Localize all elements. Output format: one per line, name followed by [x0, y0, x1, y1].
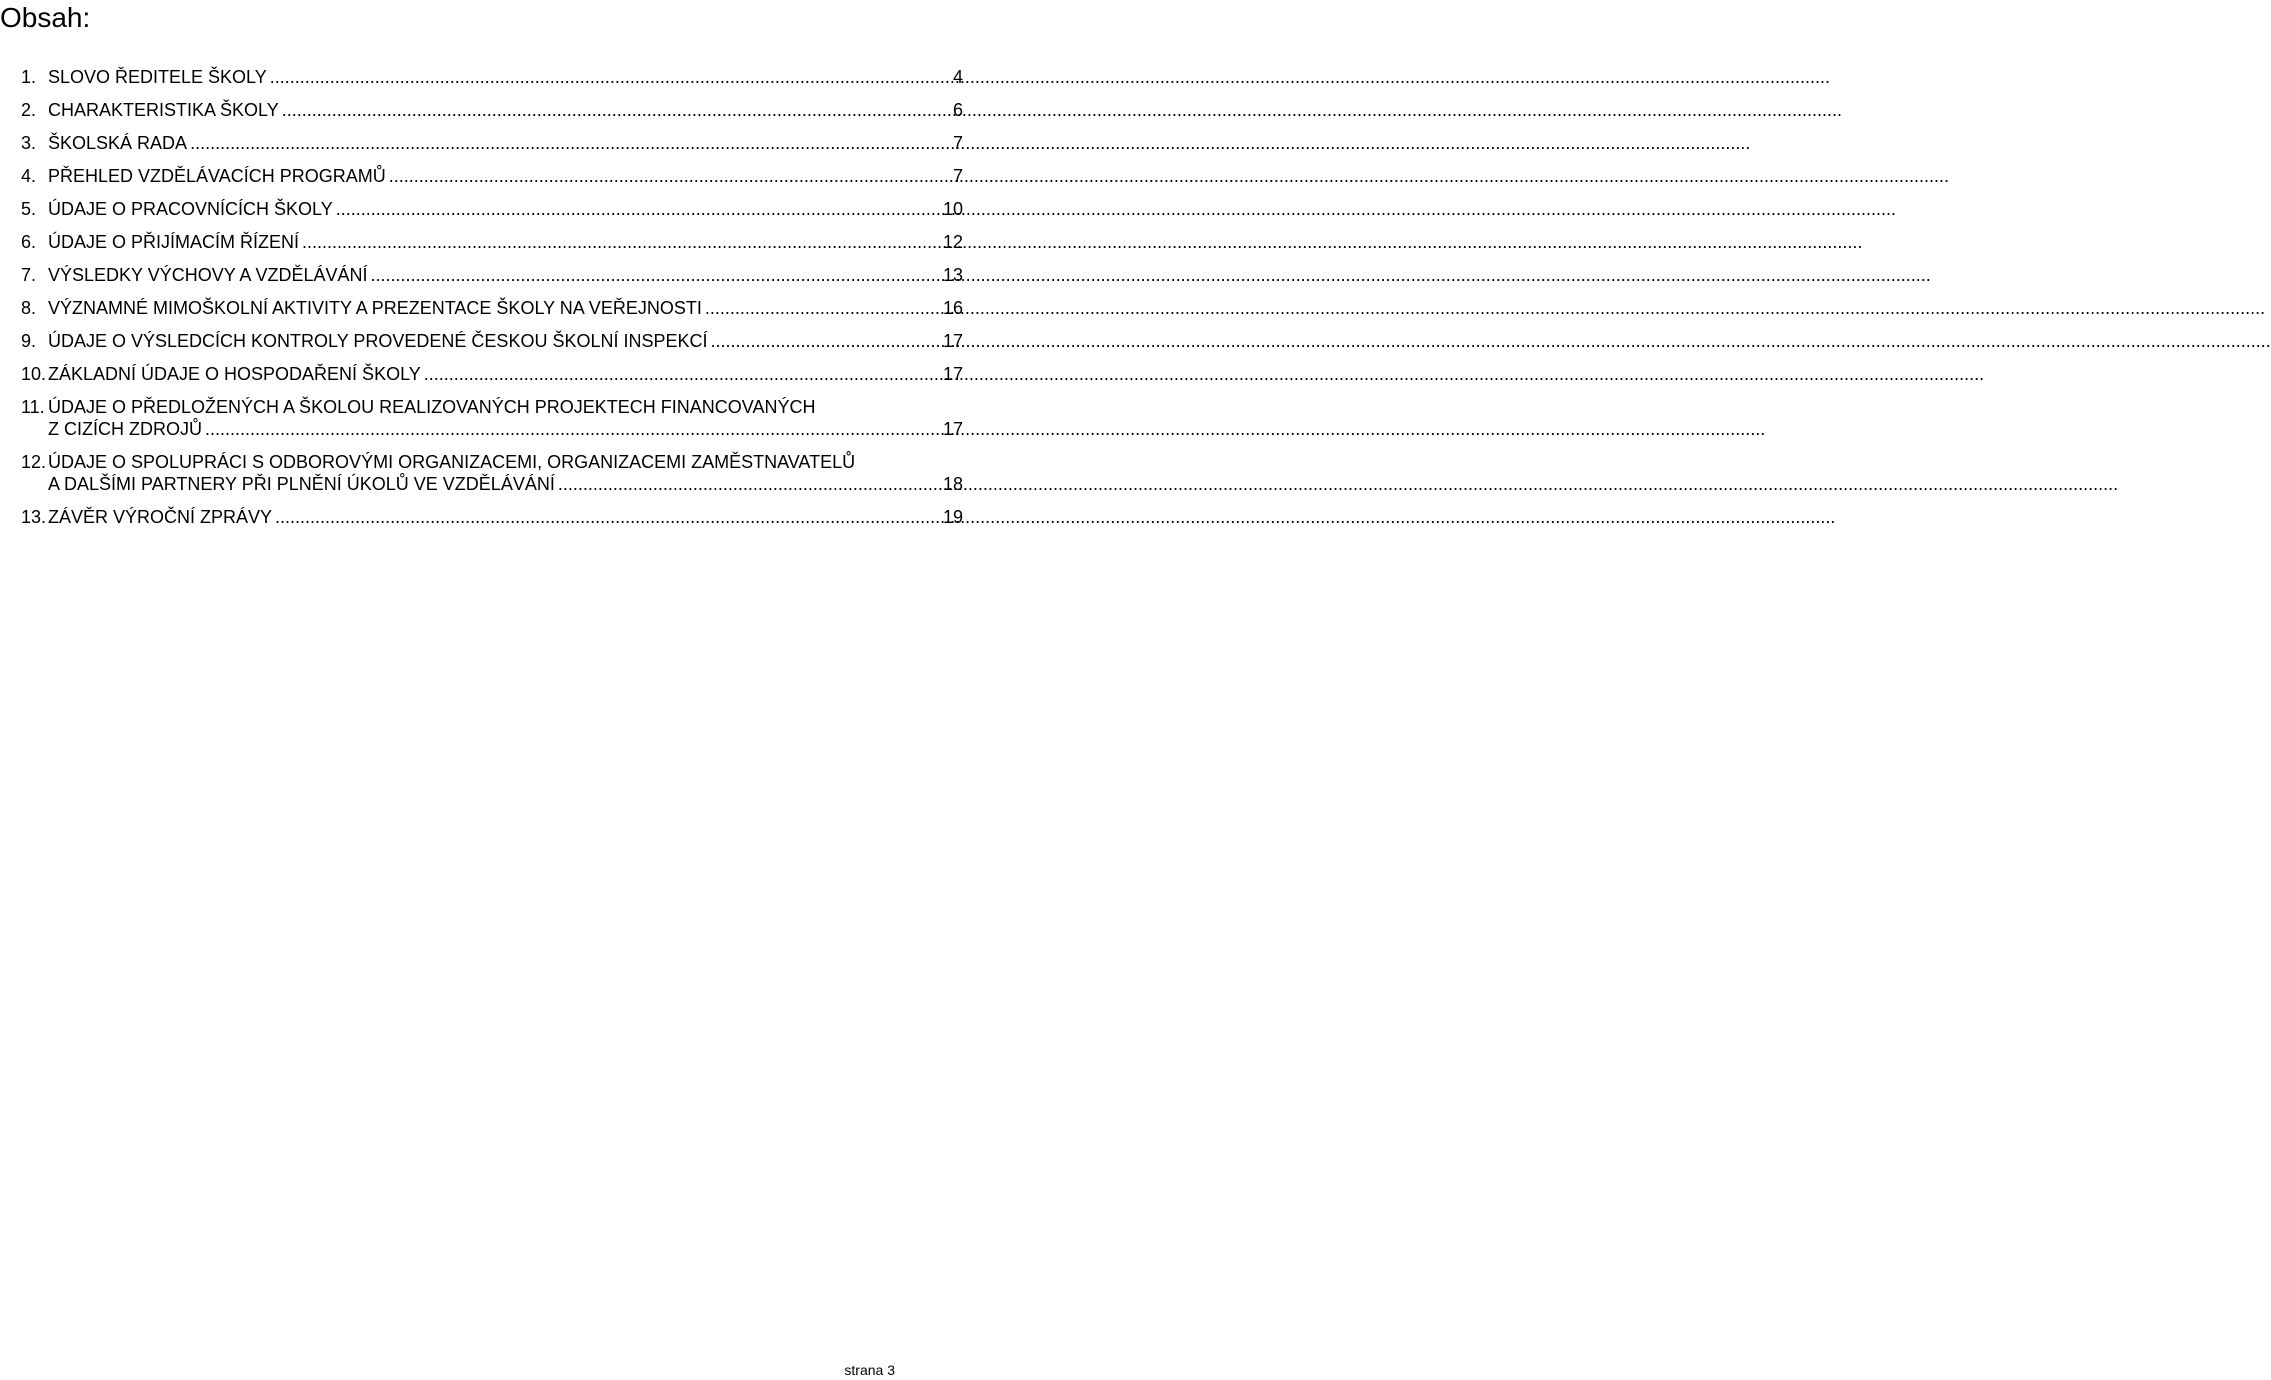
toc-entry-title: ÚDAJE O PŘIJÍMACÍM ŘÍZENÍ: [48, 232, 300, 252]
toc-dot-leader: [275, 506, 940, 528]
page-title: Obsah:: [0, 2, 91, 33]
toc-entry[interactable]: [21, 99, 963, 121]
toc-entry-number: 8.: [21, 298, 37, 318]
toc-entry-page: 19: [942, 507, 963, 527]
toc-entry-number: 4.: [21, 166, 37, 186]
toc-entry-number: 1.: [21, 67, 37, 87]
toc-entry-number: 10.: [21, 364, 47, 384]
toc-entry-title: ZÁVĚR VÝROČNÍ ZPRÁVY: [48, 507, 273, 527]
toc-dot-leader: [190, 132, 950, 154]
toc-dot-leader: [282, 99, 950, 121]
toc-entry-number: 13.: [21, 507, 47, 527]
toc-entry-number: 5.: [21, 199, 37, 219]
toc-entry-page: 17: [942, 364, 963, 384]
toc-dot-leader: [370, 264, 939, 286]
toc-dot-leader: [558, 473, 940, 495]
toc-entry-title: A DALŠÍMI PARTNERY PŘI PLNĚNÍ ÚKOLŮ VE VZDĚLÁVÁNÍ: [48, 474, 555, 494]
toc-entry-number: 12.: [21, 452, 47, 472]
table-of-contents: [21, 66, 963, 539]
toc-entry-title: ÚDAJE O SPOLUPRÁCI S ODBOROVÝMI ORGANIZACEMI, ORGANIZACEMI ZAMĚSTNAVATELŮ: [48, 452, 856, 472]
toc-entry-page: 12: [942, 232, 963, 252]
toc-entry-title: ZÁKLADNÍ ÚDAJE O HOSPODAŘENÍ ŠKOLY: [48, 364, 421, 384]
toc-entry-page: 7: [952, 166, 963, 186]
toc-entry[interactable]: [21, 132, 963, 154]
toc-dot-leader: [270, 66, 950, 88]
toc-entry-number: 6.: [21, 232, 37, 252]
toc-entry[interactable]: [21, 66, 963, 88]
toc-entry-number: 9.: [21, 331, 37, 351]
toc-entry-title: Z CIZÍCH ZDROJŮ: [48, 419, 202, 439]
toc-entry[interactable]: [21, 330, 963, 352]
toc-entry-page: 4: [952, 67, 963, 87]
toc-entry-number: 3.: [21, 133, 37, 153]
toc-entry-page: 17: [942, 331, 963, 351]
toc-entry-page: 18: [942, 474, 963, 494]
toc-entry-page: 7: [952, 133, 963, 153]
toc-entry-page: 16: [942, 298, 963, 318]
toc-entry-number: 11.: [21, 397, 45, 417]
toc-dot-leader: [424, 363, 940, 385]
toc-entry-number: 2.: [21, 100, 37, 120]
toc-dot-leader: [389, 165, 950, 187]
toc-dot-leader: [705, 297, 940, 319]
toc-entry-title: PŘEHLED VZDĚLÁVACÍCH PROGRAMŮ: [48, 166, 386, 186]
toc-entry[interactable]: [21, 165, 963, 187]
toc-entry[interactable]: [21, 506, 963, 528]
toc-entry-title: ÚDAJE O PŘEDLOŽENÝCH A ŠKOLOU REALIZOVANÝCH PROJEKTECH FINANCOVANÝCH: [48, 397, 816, 417]
toc-dot-leader: [336, 198, 940, 220]
toc-entry-title: VÝSLEDKY VÝCHOVY A VZDĚLÁVÁNÍ: [48, 265, 368, 285]
page-number: strana 3: [844, 1362, 895, 1378]
toc-entry-page: 6: [952, 100, 963, 120]
toc-entry-title: CHARAKTERISTIKA ŠKOLY: [48, 100, 279, 120]
toc-entry[interactable]: [21, 451, 963, 495]
toc-entry-page: 10: [942, 199, 963, 219]
toc-entry-title: ŠKOLSKÁ RADA: [48, 133, 188, 153]
toc-entry-page: 13: [942, 265, 963, 285]
toc-entry[interactable]: [21, 264, 963, 286]
toc-entry-title: ÚDAJE O PRACOVNÍCÍCH ŠKOLY: [48, 199, 333, 219]
toc-entry[interactable]: [21, 396, 963, 440]
toc-entry[interactable]: [21, 198, 963, 220]
toc-entry-page: 17: [942, 419, 963, 439]
toc-entry[interactable]: [21, 363, 963, 385]
toc-dot-leader: [711, 330, 940, 352]
toc-entry-number: 7.: [21, 265, 37, 285]
toc-entry-title: VÝZNAMNÉ MIMOŠKOLNÍ AKTIVITY A PREZENTACE ŠKOLY NA VEŘEJNOSTI: [48, 298, 702, 318]
toc-entry[interactable]: [21, 231, 963, 253]
toc-dot-leader: [205, 418, 940, 440]
toc-entry-title: ÚDAJE O VÝSLEDCÍCH KONTROLY PROVEDENÉ ČESKOU ŠKOLNÍ INSPEKCÍ: [48, 331, 708, 351]
toc-entry[interactable]: [21, 297, 963, 319]
toc-dot-leader: [302, 231, 940, 253]
toc-entry-title: SLOVO ŘEDITELE ŠKOLY: [48, 67, 267, 87]
